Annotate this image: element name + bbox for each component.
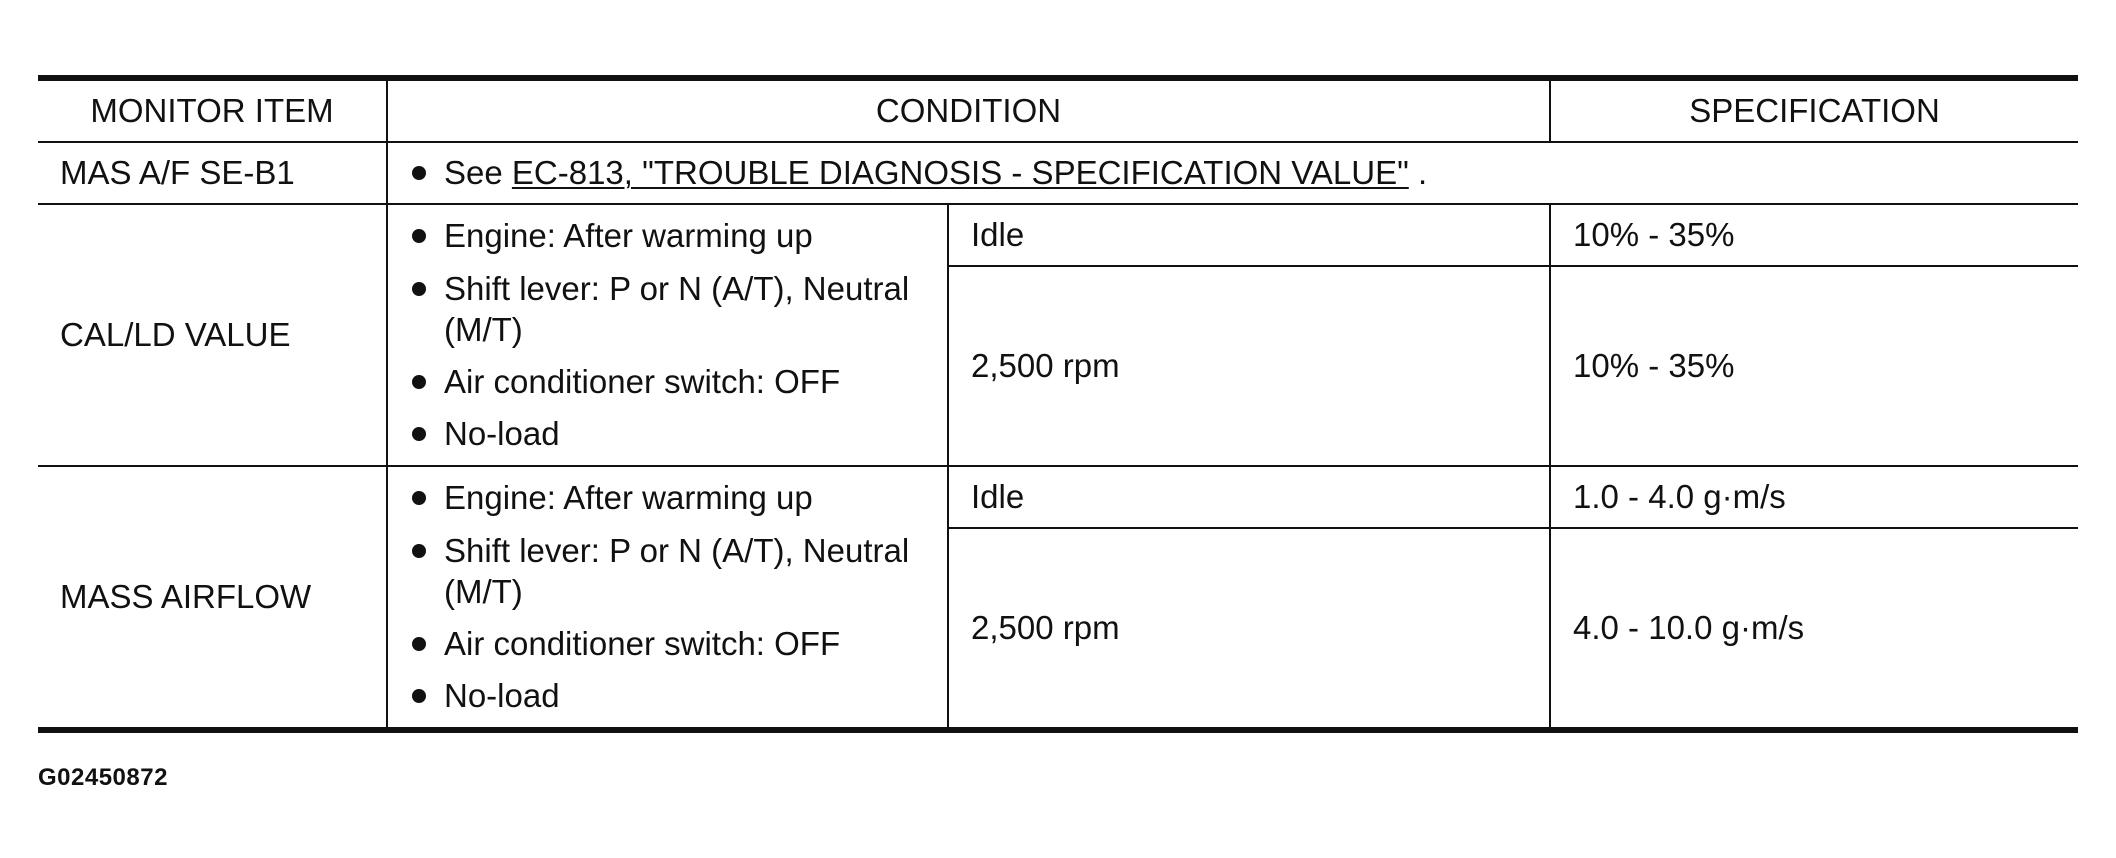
see-suffix: . bbox=[1417, 154, 1428, 192]
condition-item bbox=[410, 675, 925, 716]
condition-text: Shift lever: P or N (A/T), Neutral (M/T) bbox=[444, 531, 910, 610]
condition-text: Engine: After warming up bbox=[444, 479, 813, 517]
engine-state-2500-rpm: 2,500 rpm bbox=[948, 266, 1550, 466]
engine-state-idle: Idle bbox=[948, 204, 1550, 266]
engine-state-2500-rpm: 2,500 rpm bbox=[948, 528, 1550, 730]
engine-state-idle: Idle bbox=[948, 466, 1550, 528]
condition-item bbox=[410, 530, 925, 613]
see-prefix: See bbox=[444, 154, 503, 192]
bullet-dot-icon bbox=[412, 491, 426, 505]
bullet-dot-icon bbox=[412, 282, 426, 296]
figure-id: G02450872 bbox=[38, 764, 168, 791]
ec-813-reference-link[interactable]: EC-813, "TROUBLE DIAGNOSIS - SPECIFICATION VALUE" bbox=[511, 154, 1409, 192]
condition-item bbox=[410, 477, 925, 518]
specification-table bbox=[38, 75, 2078, 733]
row-mas-af bbox=[38, 142, 2078, 204]
row-cal-ld-idle bbox=[38, 204, 2078, 266]
condition-text: Engine: After warming up bbox=[444, 217, 813, 255]
condition-text: No-load bbox=[444, 415, 560, 453]
bullet-dot-icon bbox=[412, 689, 426, 703]
condition-text: No-load bbox=[444, 677, 560, 715]
bullet-dot-icon bbox=[412, 229, 426, 243]
bullet-dot-icon bbox=[412, 375, 426, 389]
monitor-item-mass-airflow: MASS AIRFLOW bbox=[38, 466, 387, 730]
see-reference-line bbox=[410, 152, 2056, 193]
row-mass-airflow-idle bbox=[38, 466, 2078, 528]
condition-item bbox=[410, 268, 925, 351]
condition-item bbox=[410, 623, 925, 664]
condition-text: Air conditioner switch: OFF bbox=[444, 625, 841, 663]
spec-value: 10% - 35% bbox=[1550, 266, 2078, 466]
bullet-dot-icon bbox=[412, 427, 426, 441]
mas-af-condition bbox=[387, 142, 2078, 204]
header-condition: CONDITION bbox=[387, 78, 1550, 142]
header-specification: SPECIFICATION bbox=[1550, 78, 2078, 142]
spec-value: 10% - 35% bbox=[1550, 204, 2078, 266]
conditions-cal-ld-value bbox=[387, 204, 948, 466]
condition-item bbox=[410, 361, 925, 402]
condition-item bbox=[410, 413, 925, 454]
condition-text: Shift lever: P or N (A/T), Neutral (M/T) bbox=[444, 269, 910, 348]
bullet-dot-icon bbox=[412, 544, 426, 558]
condition-text: Air conditioner switch: OFF bbox=[444, 363, 841, 401]
bullet-dot-icon bbox=[412, 637, 426, 651]
header-row bbox=[38, 78, 2078, 142]
header-monitor-item: MONITOR ITEM bbox=[38, 78, 387, 142]
monitor-item-cal-ld-value: CAL/LD VALUE bbox=[38, 204, 387, 466]
conditions-mass-airflow bbox=[387, 466, 948, 730]
condition-list bbox=[410, 215, 925, 454]
spec-value: 4.0 - 10.0 g·m/s bbox=[1550, 528, 2078, 730]
condition-item bbox=[410, 215, 925, 256]
spec-value: 1.0 - 4.0 g·m/s bbox=[1550, 466, 2078, 528]
condition-list bbox=[410, 477, 925, 716]
monitor-item-mas-af: MAS A/F SE-B1 bbox=[38, 142, 387, 204]
bullet-dot-icon bbox=[412, 166, 426, 180]
